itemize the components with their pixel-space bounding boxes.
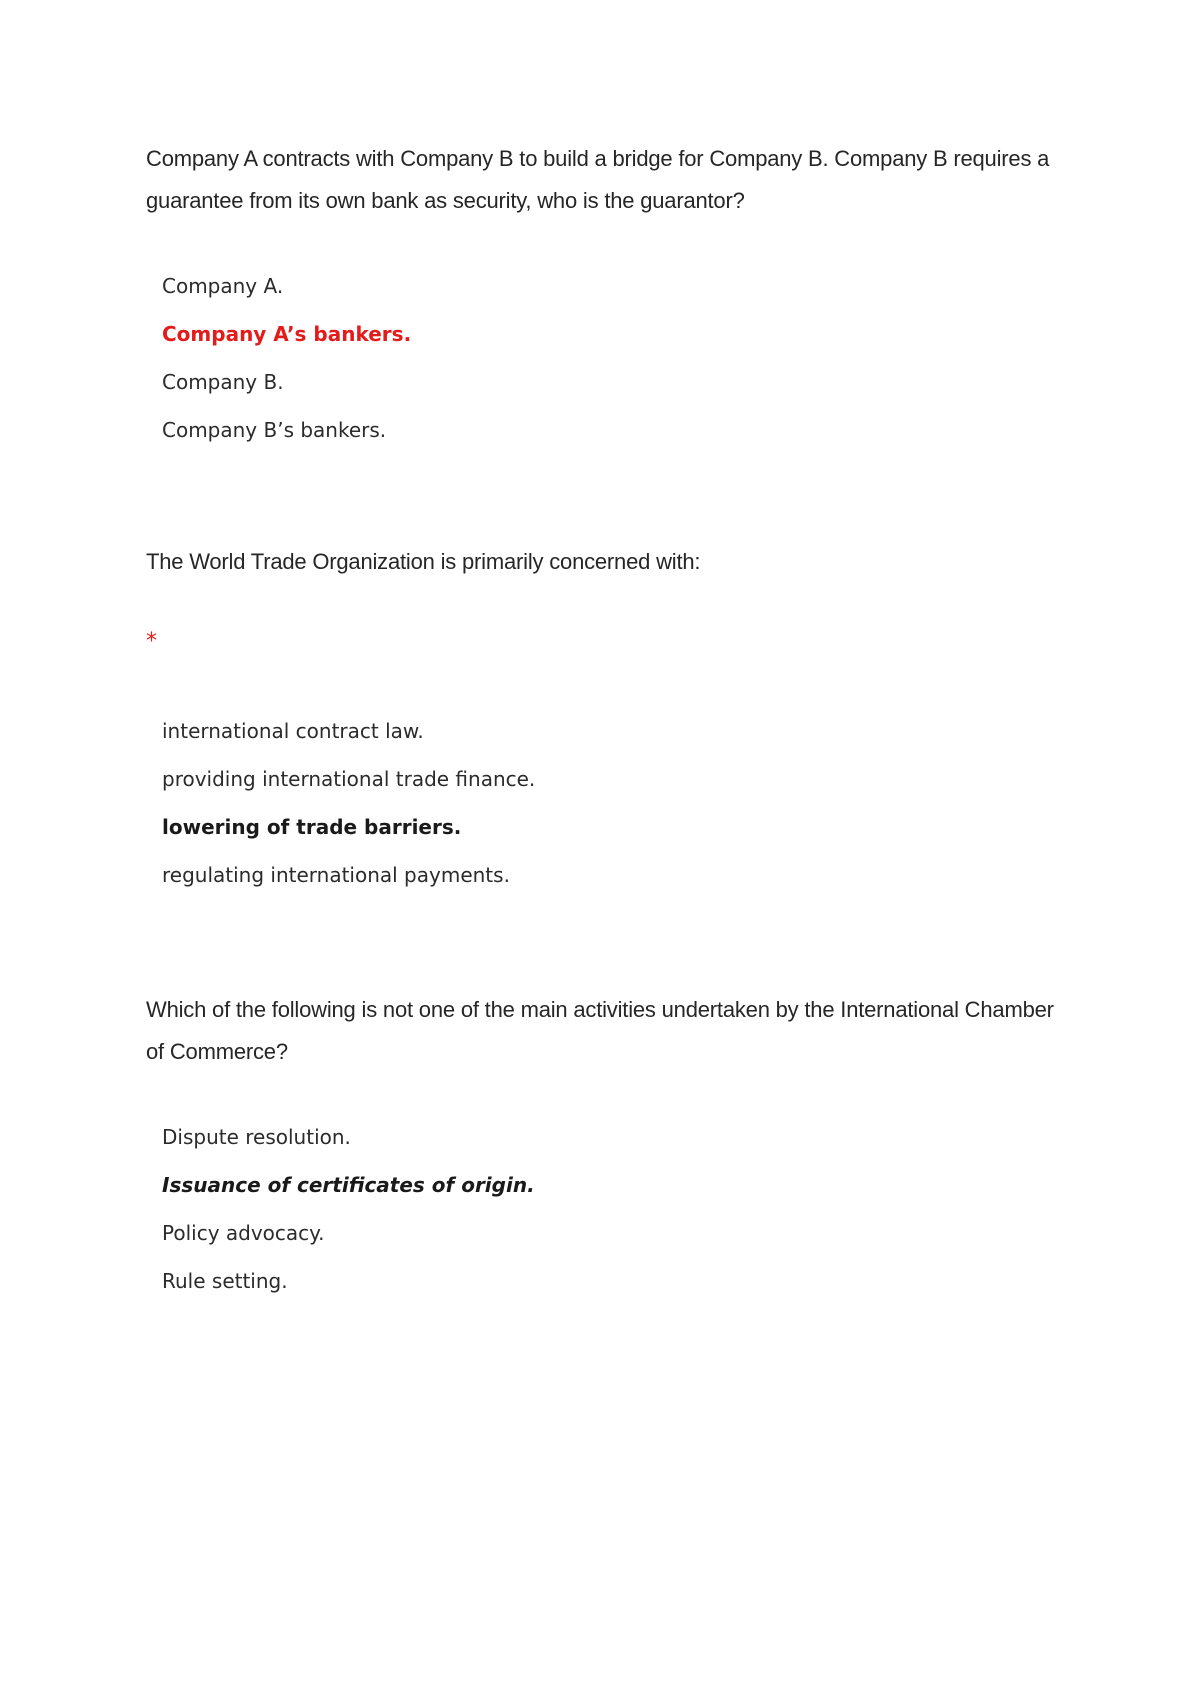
question-2-option-a: international contract law.	[162, 719, 424, 743]
question-1-option-b: Company A’s bankers.	[162, 322, 412, 346]
question-1-option-c: Company B.	[162, 370, 284, 394]
question-3-options	[162, 1113, 535, 1305]
question-3-text: Which of the following is not one of the main activities undertaken by the International Chamber of Commerce?	[146, 997, 1054, 1064]
question-1-option-d: Company B’s bankers.	[162, 418, 387, 442]
required-asterisk: *	[146, 629, 157, 654]
question-2-text: The World Trade Organization is primarily concerned with:	[146, 549, 701, 574]
question-2-option-c: lowering of trade barriers.	[162, 815, 462, 839]
question-1-option-a: Company A.	[162, 274, 284, 298]
question-2-option-b: providing international trade finance.	[162, 767, 536, 791]
question-3-option-a: Dispute resolution.	[162, 1125, 351, 1149]
question-2-options	[162, 707, 535, 899]
question-1-text: Company A contracts with Company B to build a bridge for Company B. Company B requires a guarantee from its own bank as security, who is the guarantor?	[146, 146, 1050, 213]
question-1-options	[162, 262, 411, 454]
question-3-option-b: Issuance of certificates of origin.	[162, 1173, 535, 1197]
question-2-option-d: regulating international payments.	[162, 863, 510, 887]
question-3-option-d: Rule setting.	[162, 1269, 288, 1293]
question-3-option-c: Policy advocacy.	[162, 1221, 325, 1245]
